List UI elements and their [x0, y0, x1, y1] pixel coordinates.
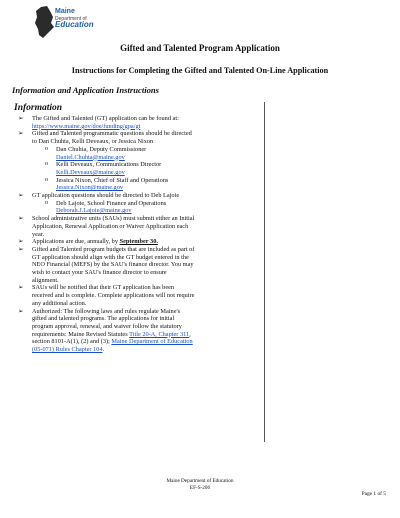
page-number: Page 1 of 5	[361, 491, 386, 497]
contact-item: o Deb Lajoie, School Finance and Operations Deborah.J.Lajoie@maine.gov	[45, 199, 167, 215]
arrow-bullet-icon: ➢	[18, 245, 24, 253]
footer-form-code: EF-S-206	[189, 485, 211, 491]
list-item: ➢ Applications are due, annually, by September 30.	[18, 238, 158, 246]
due-date: September 30.	[119, 238, 158, 246]
email-link-deveaux[interactable]: Kelli.Deveaux@maine.gov	[56, 168, 125, 176]
arrow-bullet-icon: ➢	[18, 130, 24, 138]
rules-link[interactable]: Maine Department of Education	[111, 338, 193, 346]
contact-item: o Jessica Nixon, Chief of Staff and Operations Jessica.Nixon@maine.gov	[45, 176, 169, 192]
circle-bullet-icon: o	[45, 199, 48, 206]
circle-bullet-icon: o	[45, 145, 48, 152]
page-subtitle: Instructions for Completing the Gifted and Talented On-Line Application	[71, 66, 329, 75]
logo-line-3: Education	[55, 20, 94, 29]
email-link-lajoie[interactable]: Deborah.J.Lajoie@maine.gov	[56, 207, 132, 215]
list-item: ➢ Gifted and Talented program budgets that are included as part of GT application should align with the GT budget entered in the NEO Financial (MEFS) by the SAU's finance director. You may wish to contact your SAU's finance director to ensure alignment.	[18, 245, 195, 284]
circle-bullet-icon: o	[45, 176, 48, 183]
arrow-bullet-icon: ➢	[18, 215, 24, 223]
logo-line-1: Maine	[55, 8, 75, 15]
email-link-chuhta[interactable]: Daniel.Chuhta@maine.gov	[56, 153, 125, 161]
maine-doe-logo	[33, 5, 93, 45]
statute-link[interactable]: Title 20-A, Chapter 311	[129, 330, 190, 338]
contact-item: o Kelli Deveaux, Communications Director Kelli.Deveaux@maine.gov	[45, 161, 162, 176]
contact-item: o Dan Chuhta, Deputy Commissioner Daniel.Chuhta@maine.gov	[45, 145, 147, 161]
arrow-bullet-icon: ➢	[18, 238, 24, 246]
arrow-bullet-icon: ➢	[18, 192, 24, 200]
list-item: ➢ SAUs will be notified that their GT application has been received and is complete. Complete applications will not require any additional action.	[18, 284, 195, 307]
information-heading: Information	[14, 103, 63, 113]
list-item: ➢ School administrative units (SAUs) must submit either an Initial Application, Renewal Application or Waiver Application each year.	[18, 215, 195, 238]
arrow-bullet-icon: ➢	[18, 284, 24, 292]
information-list	[14, 115, 261, 354]
list-item: ➢ GT application questions should be directed to Deb Lajoie	[18, 192, 180, 200]
section-heading: Information and Application Instructions	[12, 85, 160, 95]
gt-application-link[interactable]: https://www.maine.gov/doe/funding/gpa/gt	[32, 122, 141, 130]
list-item: ➢ Authorized: The following laws and rules regulate Maine's gifted and talented programs. The applications for initial program approval, renewal, and waiver follow the statutory requirements: Maine Revised Statutes Title 20-A, Chapter 311, section 8101-A(1), (2) and (3); Maine Department of Education (05-071) Rules Chapter 104.	[18, 307, 193, 354]
list-item: ➢ The Gifted and Talented (GT) application can be found at: https://www.maine.gov/doe/funding/gpa/gt	[18, 115, 179, 130]
page-title: Gifted and Talented Program Application	[120, 43, 280, 53]
maine-state-icon	[33, 5, 55, 39]
box-divider	[264, 102, 265, 442]
list-item: ➢ Gifted and Talented programmatic questions should be directed to Dan Chuhta, Kelli Deveaux, or Jessica Nixon	[18, 130, 192, 146]
circle-bullet-icon: o	[45, 161, 48, 168]
footer-department: Maine Department of Education	[166, 478, 234, 484]
arrow-bullet-icon: ➢	[18, 115, 24, 122]
logo-line-2: Department of	[55, 15, 87, 22]
arrow-bullet-icon: ➢	[18, 307, 24, 315]
rules-link-continued[interactable]: (05-071) Rules Chapter 104	[32, 346, 103, 354]
email-link-nixon[interactable]: Jessica.Nixon@maine.gov	[56, 184, 124, 192]
